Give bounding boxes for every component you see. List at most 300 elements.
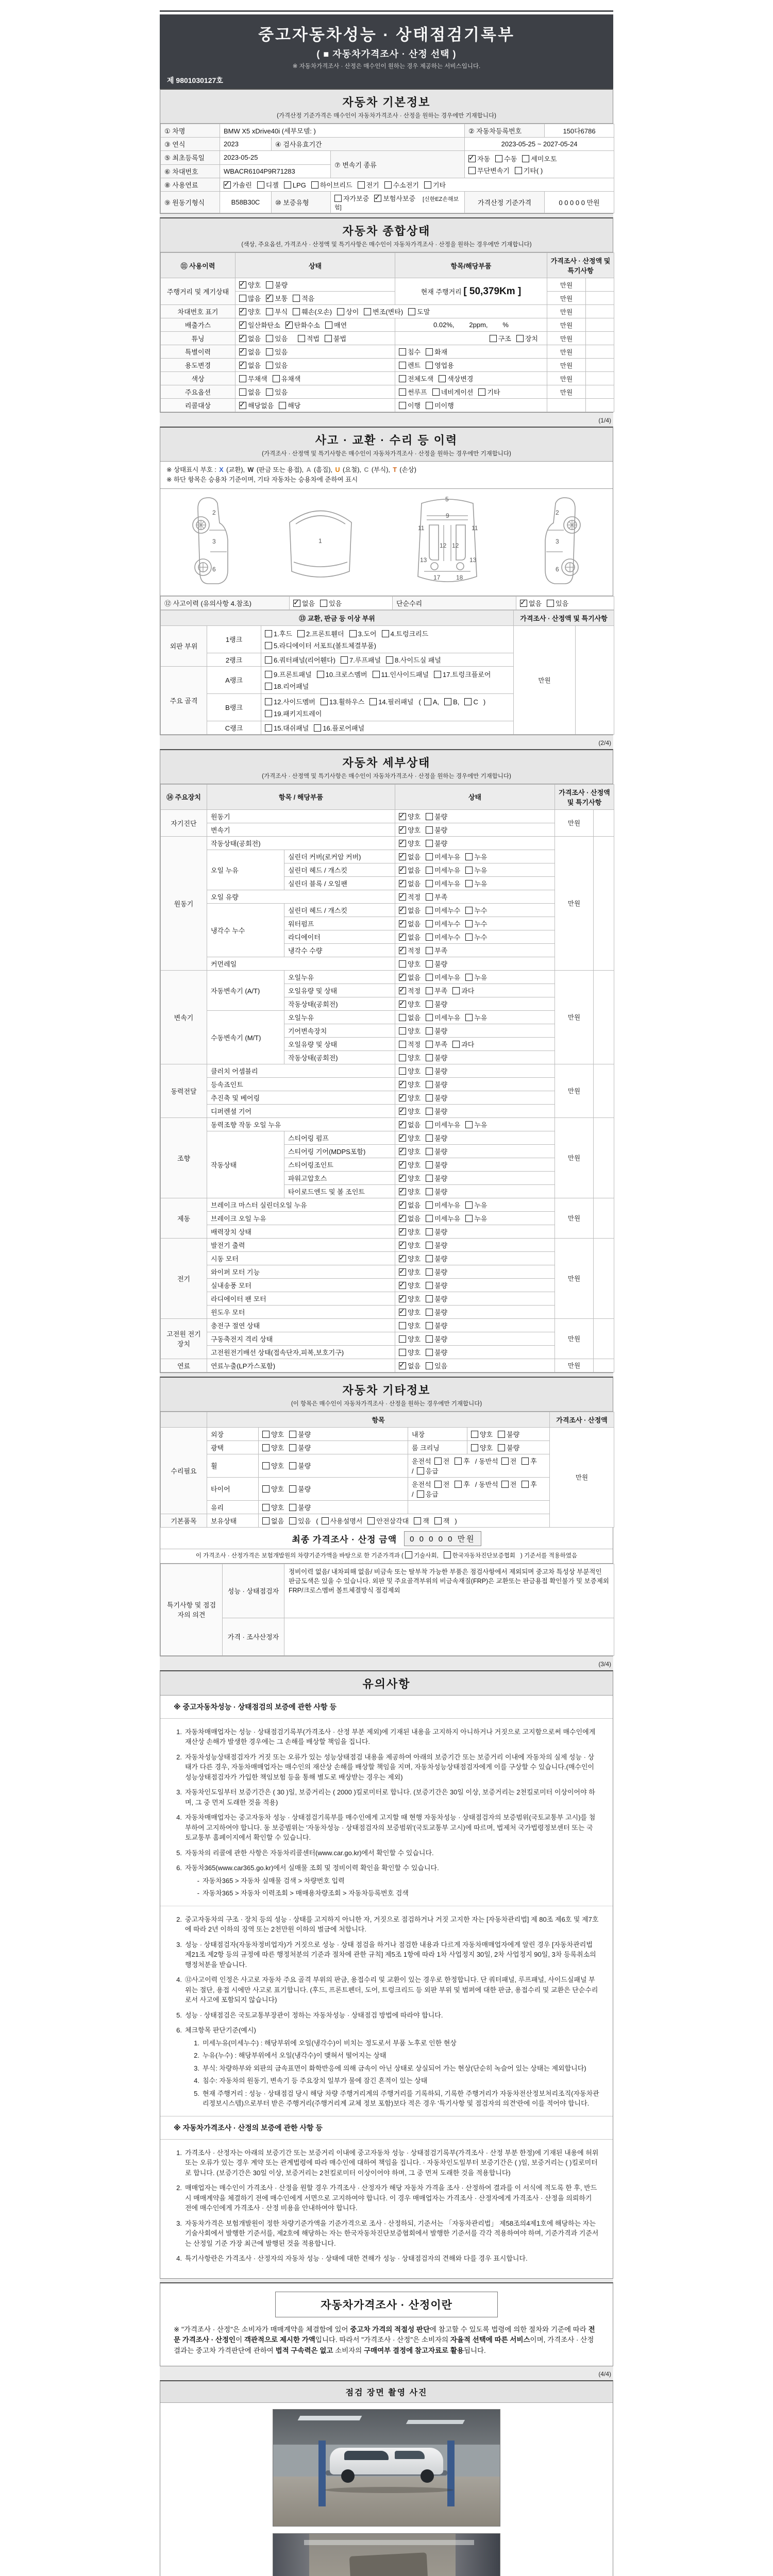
checkbox-option[interactable] — [298, 333, 320, 343]
checkbox-option[interactable] — [262, 1461, 284, 1470]
checkbox-option[interactable] — [399, 1106, 421, 1116]
checkbox-checked-icon[interactable] — [399, 1242, 406, 1249]
checkbox-icon[interactable] — [239, 375, 246, 382]
checkbox-option[interactable] — [273, 374, 301, 383]
checkbox-option[interactable] — [382, 629, 429, 638]
checkbox-icon[interactable] — [265, 630, 272, 637]
checkbox-icon[interactable] — [367, 1517, 375, 1524]
checkbox-icon[interactable] — [399, 1349, 406, 1356]
checkbox-icon[interactable] — [426, 1215, 433, 1222]
checkbox-option[interactable] — [367, 1516, 409, 1526]
checkbox-icon[interactable] — [426, 1054, 433, 1061]
checkbox-option[interactable] — [426, 1133, 447, 1143]
checkbox-option[interactable] — [464, 698, 478, 706]
checkbox-icon[interactable] — [426, 853, 433, 860]
checkbox-option[interactable] — [468, 165, 510, 175]
checkbox-icon[interactable] — [257, 181, 264, 189]
checkbox-option[interactable] — [465, 865, 487, 875]
checkbox-checked-icon[interactable] — [399, 1309, 406, 1316]
checkbox-icon[interactable] — [399, 1067, 406, 1075]
checkbox-option[interactable] — [426, 1361, 447, 1370]
checkbox-option[interactable] — [426, 1120, 460, 1129]
checkbox-option[interactable] — [426, 1347, 447, 1357]
checkbox-checked-icon[interactable] — [399, 934, 406, 941]
checkbox-option[interactable] — [289, 1461, 311, 1470]
checkbox-option[interactable] — [289, 1502, 311, 1512]
checkbox-option[interactable] — [426, 878, 460, 888]
checkbox-option[interactable] — [325, 320, 347, 330]
checkbox-option[interactable] — [265, 697, 315, 706]
checkbox-option[interactable] — [399, 1187, 421, 1196]
checkbox-icon[interactable] — [471, 1431, 478, 1438]
checkbox-option[interactable] — [468, 154, 490, 163]
checkbox-checked-icon[interactable] — [399, 1148, 406, 1155]
checkbox-option[interactable] — [465, 1120, 487, 1129]
checkbox-option[interactable] — [426, 811, 447, 821]
checkbox-icon[interactable] — [266, 362, 273, 369]
checkbox-option[interactable] — [224, 180, 252, 190]
checkbox-option[interactable] — [426, 865, 460, 875]
checkbox-icon[interactable] — [341, 656, 348, 664]
checkbox-icon[interactable] — [498, 1444, 505, 1451]
checkbox-option[interactable] — [452, 1039, 474, 1049]
checkbox-option[interactable] — [478, 387, 500, 397]
checkbox-option[interactable] — [399, 1320, 421, 1330]
checkbox-icon[interactable] — [426, 893, 433, 901]
checkbox-option[interactable] — [399, 865, 421, 875]
checkbox-icon[interactable] — [266, 348, 273, 355]
checkbox-icon[interactable] — [426, 974, 433, 981]
checkbox-option[interactable] — [399, 972, 421, 982]
checkbox-icon[interactable] — [317, 671, 324, 678]
checkbox-icon[interactable] — [426, 947, 433, 954]
checkbox-icon[interactable] — [426, 1094, 433, 1101]
checkbox-option[interactable] — [399, 932, 421, 942]
checkbox-icon[interactable] — [273, 375, 280, 382]
checkbox-checked-icon[interactable] — [374, 195, 381, 202]
checkbox-option[interactable] — [444, 698, 459, 706]
checkbox-icon[interactable] — [424, 698, 431, 705]
checkbox-option[interactable] — [426, 892, 447, 902]
checkbox-icon[interactable] — [358, 181, 365, 189]
checkbox-option[interactable] — [426, 1106, 447, 1116]
checkbox-option[interactable] — [364, 307, 403, 316]
checkbox-icon[interactable] — [455, 1481, 462, 1488]
checkbox-icon[interactable] — [405, 1551, 412, 1558]
checkbox-icon[interactable] — [426, 1014, 433, 1021]
checkbox-option[interactable] — [239, 387, 261, 397]
checkbox-option[interactable] — [426, 1053, 447, 1062]
checkbox-icon[interactable] — [426, 1255, 433, 1262]
checkbox-icon[interactable] — [239, 295, 246, 302]
checkbox-option[interactable] — [399, 852, 421, 861]
checkbox-icon[interactable] — [426, 348, 433, 355]
checkbox-option[interactable] — [399, 387, 427, 397]
checkbox-option[interactable] — [386, 655, 441, 665]
checkbox-option[interactable] — [426, 1173, 447, 1183]
checkbox-icon[interactable] — [426, 880, 433, 887]
checkbox-checked-icon[interactable] — [239, 321, 246, 329]
checkbox-checked-icon[interactable] — [399, 987, 406, 994]
checkbox-icon[interactable] — [266, 308, 273, 315]
checkbox-checked-icon[interactable] — [399, 1282, 406, 1289]
checkbox-checked-icon[interactable] — [399, 1215, 406, 1222]
checkbox-option[interactable] — [426, 1227, 447, 1236]
checkbox-option[interactable] — [239, 400, 274, 410]
checkbox-icon[interactable] — [426, 1295, 433, 1302]
checkbox-option[interactable] — [465, 905, 487, 915]
checkbox-icon[interactable] — [426, 362, 433, 369]
checkbox-option[interactable] — [399, 1133, 421, 1143]
checkbox-option[interactable] — [399, 1173, 421, 1183]
checkbox-option[interactable] — [522, 1456, 537, 1466]
checkbox-icon[interactable] — [262, 1431, 270, 1438]
checkbox-option[interactable] — [358, 180, 379, 190]
checkbox-checked-icon[interactable] — [239, 402, 246, 409]
checkbox-option[interactable] — [399, 1267, 421, 1277]
checkbox-option[interactable] — [285, 320, 320, 330]
checkbox-option[interactable] — [322, 1516, 363, 1526]
checkbox-checked-icon[interactable] — [399, 1081, 406, 1088]
checkbox-icon[interactable] — [386, 656, 393, 664]
checkbox-option[interactable] — [426, 1213, 460, 1223]
checkbox-option[interactable] — [293, 598, 315, 608]
checkbox-icon[interactable] — [471, 1444, 478, 1451]
checkbox-option[interactable] — [405, 1551, 439, 1560]
checkbox-icon[interactable] — [408, 308, 415, 315]
checkbox-icon[interactable] — [522, 155, 529, 162]
checkbox-checked-icon[interactable] — [520, 600, 527, 607]
checkbox-icon[interactable] — [321, 698, 328, 705]
checkbox-icon[interactable] — [266, 335, 273, 342]
checkbox-icon[interactable] — [266, 388, 273, 396]
checkbox-checked-icon[interactable] — [399, 853, 406, 860]
checkbox-option[interactable] — [262, 1443, 284, 1452]
checkbox-option[interactable] — [426, 919, 460, 928]
checkbox-checked-icon[interactable] — [239, 348, 246, 355]
checkbox-option[interactable] — [265, 655, 335, 665]
checkbox-option[interactable] — [417, 1466, 439, 1476]
checkbox-option[interactable] — [265, 640, 376, 650]
checkbox-icon[interactable] — [452, 1041, 460, 1048]
checkbox-option[interactable] — [239, 333, 261, 343]
checkbox-option[interactable] — [434, 1479, 450, 1489]
checkbox-option[interactable] — [399, 1026, 421, 1036]
checkbox-icon[interactable] — [478, 388, 485, 396]
checkbox-icon[interactable] — [279, 402, 286, 409]
checkbox-icon[interactable] — [265, 642, 272, 649]
checkbox-icon[interactable] — [490, 335, 497, 342]
checkbox-icon[interactable] — [414, 1517, 421, 1524]
checkbox-option[interactable] — [337, 307, 359, 316]
checkbox-option[interactable] — [399, 1347, 421, 1357]
checkbox-option[interactable] — [266, 360, 288, 370]
checkbox-icon[interactable] — [465, 853, 473, 860]
checkbox-option[interactable] — [426, 932, 460, 942]
checkbox-icon[interactable] — [465, 974, 473, 981]
checkbox-option[interactable] — [426, 1334, 447, 1344]
checkbox-icon[interactable] — [399, 388, 406, 396]
checkbox-option[interactable] — [465, 932, 487, 942]
checkbox-option[interactable] — [265, 681, 309, 691]
checkbox-checked-icon[interactable] — [399, 907, 406, 914]
checkbox-checked-icon[interactable] — [399, 1228, 406, 1235]
checkbox-option[interactable] — [293, 293, 314, 303]
checkbox-option[interactable] — [426, 1320, 447, 1330]
checkbox-option[interactable] — [426, 1079, 447, 1089]
checkbox-icon[interactable] — [468, 167, 476, 174]
checkbox-option[interactable] — [399, 838, 421, 848]
checkbox-icon[interactable] — [444, 1551, 451, 1558]
checkbox-icon[interactable] — [426, 1242, 433, 1249]
checkbox-option[interactable] — [452, 986, 474, 995]
checkbox-icon[interactable] — [337, 308, 344, 315]
checkbox-option[interactable] — [444, 1551, 515, 1560]
checkbox-checked-icon[interactable] — [266, 295, 273, 302]
checkbox-icon[interactable] — [325, 335, 332, 342]
checkbox-checked-icon[interactable] — [399, 1201, 406, 1209]
checkbox-icon[interactable] — [399, 1322, 406, 1329]
checkbox-option[interactable] — [239, 374, 267, 383]
checkbox-icon[interactable] — [426, 960, 433, 968]
checkbox-option[interactable] — [455, 1456, 470, 1466]
checkbox-icon[interactable] — [426, 1282, 433, 1289]
checkbox-option[interactable] — [516, 333, 538, 343]
checkbox-icon[interactable] — [465, 907, 473, 914]
checkbox-option[interactable] — [424, 698, 439, 706]
checkbox-icon[interactable] — [516, 335, 524, 342]
checkbox-option[interactable] — [320, 598, 342, 608]
checkbox-icon[interactable] — [293, 308, 300, 315]
checkbox-icon[interactable] — [424, 181, 431, 189]
checkbox-option[interactable] — [426, 999, 447, 1009]
checkbox-checked-icon[interactable] — [399, 1362, 406, 1369]
checkbox-option[interactable] — [399, 360, 421, 370]
checkbox-icon[interactable] — [289, 1431, 296, 1438]
checkbox-option[interactable] — [515, 165, 543, 175]
checkbox-option[interactable] — [426, 1253, 447, 1263]
checkbox-checked-icon[interactable] — [399, 893, 406, 901]
checkbox-option[interactable] — [262, 1484, 284, 1494]
checkbox-option[interactable] — [399, 1294, 421, 1303]
checkbox-option[interactable] — [399, 1227, 421, 1236]
checkbox-option[interactable] — [426, 1200, 460, 1210]
checkbox-icon[interactable] — [426, 1309, 433, 1316]
checkbox-checked-icon[interactable] — [399, 1094, 406, 1101]
checkbox-checked-icon[interactable] — [239, 281, 246, 289]
checkbox-option[interactable] — [408, 307, 430, 316]
checkbox-icon[interactable] — [439, 375, 446, 382]
checkbox-option[interactable] — [399, 1240, 421, 1250]
checkbox-checked-icon[interactable] — [293, 600, 300, 607]
checkbox-icon[interactable] — [314, 724, 321, 732]
checkbox-option[interactable] — [426, 1026, 447, 1036]
checkbox-option[interactable] — [399, 1280, 421, 1290]
checkbox-icon[interactable] — [262, 1504, 270, 1511]
checkbox-option[interactable] — [334, 193, 369, 203]
checkbox-icon[interactable] — [399, 375, 406, 382]
checkbox-option[interactable] — [321, 697, 364, 706]
checkbox-icon[interactable] — [384, 181, 392, 189]
checkbox-icon[interactable] — [399, 1054, 406, 1061]
checkbox-icon[interactable] — [426, 1362, 433, 1369]
checkbox-icon[interactable] — [289, 1485, 296, 1493]
checkbox-icon[interactable] — [426, 1121, 433, 1128]
checkbox-option[interactable] — [399, 1307, 421, 1317]
checkbox-checked-icon[interactable] — [399, 1255, 406, 1262]
checkbox-option[interactable] — [465, 1213, 487, 1223]
checkbox-option[interactable] — [495, 154, 517, 163]
checkbox-icon[interactable] — [417, 1467, 424, 1475]
checkbox-option[interactable] — [426, 838, 447, 848]
checkbox-checked-icon[interactable] — [399, 880, 406, 887]
checkbox-option[interactable] — [266, 307, 288, 316]
checkbox-option[interactable] — [399, 959, 421, 969]
checkbox-icon[interactable] — [349, 630, 357, 637]
checkbox-icon[interactable] — [262, 1485, 270, 1493]
checkbox-icon[interactable] — [426, 1349, 433, 1356]
checkbox-option[interactable] — [426, 905, 460, 915]
checkbox-option[interactable] — [317, 669, 367, 679]
checkbox-icon[interactable] — [465, 867, 473, 874]
checkbox-icon[interactable] — [426, 1148, 433, 1155]
checkbox-option[interactable] — [426, 1307, 447, 1317]
checkbox-checked-icon[interactable] — [468, 155, 476, 162]
checkbox-checked-icon[interactable] — [399, 1188, 406, 1195]
checkbox-option[interactable] — [426, 360, 454, 370]
checkbox-option[interactable] — [399, 1213, 421, 1223]
checkbox-icon[interactable] — [289, 1517, 296, 1524]
checkbox-checked-icon[interactable] — [399, 1161, 406, 1168]
checkbox-option[interactable] — [426, 945, 447, 955]
checkbox-option[interactable] — [424, 180, 446, 190]
checkbox-option[interactable] — [399, 1160, 421, 1170]
checkbox-icon[interactable] — [320, 600, 327, 607]
checkbox-option[interactable] — [426, 852, 460, 861]
checkbox-icon[interactable] — [465, 1121, 473, 1128]
checkbox-icon[interactable] — [426, 1001, 433, 1008]
checkbox-option[interactable] — [384, 180, 419, 190]
checkbox-icon[interactable] — [434, 1481, 442, 1488]
checkbox-checked-icon[interactable] — [399, 1175, 406, 1182]
checkbox-option[interactable] — [239, 280, 261, 290]
checkbox-option[interactable] — [399, 892, 421, 902]
checkbox-option[interactable] — [239, 347, 261, 357]
checkbox-icon[interactable] — [501, 1458, 509, 1465]
checkbox-icon[interactable] — [239, 388, 246, 396]
checkbox-option[interactable] — [266, 347, 288, 357]
checkbox-option[interactable] — [349, 629, 377, 638]
checkbox-icon[interactable] — [426, 826, 433, 834]
checkbox-icon[interactable] — [265, 656, 272, 664]
checkbox-option[interactable] — [399, 1361, 421, 1370]
checkbox-option[interactable] — [522, 1479, 537, 1489]
checkbox-icon[interactable] — [399, 1014, 406, 1021]
checkbox-icon[interactable] — [426, 1108, 433, 1115]
checkbox-icon[interactable] — [464, 698, 472, 705]
checkbox-icon[interactable] — [426, 920, 433, 927]
checkbox-option[interactable] — [257, 180, 279, 190]
checkbox-icon[interactable] — [364, 308, 371, 315]
checkbox-option[interactable] — [522, 154, 557, 163]
checkbox-checked-icon[interactable] — [399, 867, 406, 874]
checkbox-option[interactable] — [426, 972, 460, 982]
checkbox-icon[interactable] — [426, 934, 433, 941]
checkbox-option[interactable] — [399, 919, 421, 928]
checkbox-option[interactable] — [547, 598, 568, 608]
checkbox-checked-icon[interactable] — [239, 308, 246, 315]
checkbox-icon[interactable] — [426, 1081, 433, 1088]
checkbox-option[interactable] — [325, 333, 346, 343]
checkbox-option[interactable] — [289, 1516, 311, 1526]
checkbox-option[interactable] — [266, 333, 288, 343]
checkbox-option[interactable] — [399, 1053, 421, 1062]
checkbox-checked-icon[interactable] — [285, 321, 293, 329]
checkbox-option[interactable] — [262, 1502, 284, 1512]
checkbox-icon[interactable] — [265, 698, 272, 705]
checkbox-icon[interactable] — [426, 1335, 433, 1343]
checkbox-option[interactable] — [399, 999, 421, 1009]
checkbox-icon[interactable] — [334, 195, 342, 202]
checkbox-icon[interactable] — [265, 683, 272, 690]
checkbox-option[interactable] — [374, 193, 415, 203]
checkbox-checked-icon[interactable] — [399, 1121, 406, 1128]
checkbox-option[interactable] — [465, 919, 487, 928]
checkbox-option[interactable] — [265, 723, 309, 733]
checkbox-option[interactable] — [399, 1334, 421, 1344]
checkbox-icon[interactable] — [289, 1504, 296, 1511]
checkbox-icon[interactable] — [293, 295, 300, 302]
checkbox-option[interactable] — [465, 1012, 487, 1022]
checkbox-option[interactable] — [399, 811, 421, 821]
checkbox-icon[interactable] — [265, 710, 272, 717]
checkbox-option[interactable] — [465, 878, 487, 888]
checkbox-option[interactable] — [432, 387, 474, 397]
checkbox-icon[interactable] — [426, 1268, 433, 1276]
checkbox-icon[interactable] — [298, 335, 305, 342]
checkbox-option[interactable] — [426, 959, 447, 969]
checkbox-icon[interactable] — [399, 362, 406, 369]
checkbox-icon[interactable] — [426, 402, 433, 409]
checkbox-icon[interactable] — [399, 1335, 406, 1343]
checkbox-icon[interactable] — [465, 1014, 473, 1021]
checkbox-option[interactable] — [239, 293, 261, 303]
checkbox-icon[interactable] — [465, 920, 473, 927]
checkbox-icon[interactable] — [426, 1067, 433, 1075]
checkbox-icon[interactable] — [426, 1134, 433, 1142]
checkbox-checked-icon[interactable] — [399, 1134, 406, 1142]
checkbox-icon[interactable] — [426, 1228, 433, 1235]
checkbox-option[interactable] — [266, 280, 288, 290]
checkbox-option[interactable] — [465, 852, 487, 861]
checkbox-icon[interactable] — [426, 1027, 433, 1035]
checkbox-option[interactable] — [498, 1443, 519, 1452]
checkbox-option[interactable] — [399, 400, 421, 410]
checkbox-option[interactable] — [426, 1187, 447, 1196]
checkbox-checked-icon[interactable] — [399, 947, 406, 954]
checkbox-option[interactable] — [426, 1093, 447, 1103]
checkbox-option[interactable] — [426, 1012, 460, 1022]
checkbox-option[interactable] — [265, 669, 312, 679]
checkbox-option[interactable] — [426, 347, 447, 357]
checkbox-icon[interactable] — [465, 934, 473, 941]
checkbox-option[interactable] — [266, 387, 288, 397]
checkbox-icon[interactable] — [426, 1201, 433, 1209]
checkbox-icon[interactable] — [322, 1517, 329, 1524]
checkbox-checked-icon[interactable] — [399, 1001, 406, 1008]
checkbox-option[interactable] — [311, 180, 352, 190]
checkbox-icon[interactable] — [426, 840, 433, 847]
